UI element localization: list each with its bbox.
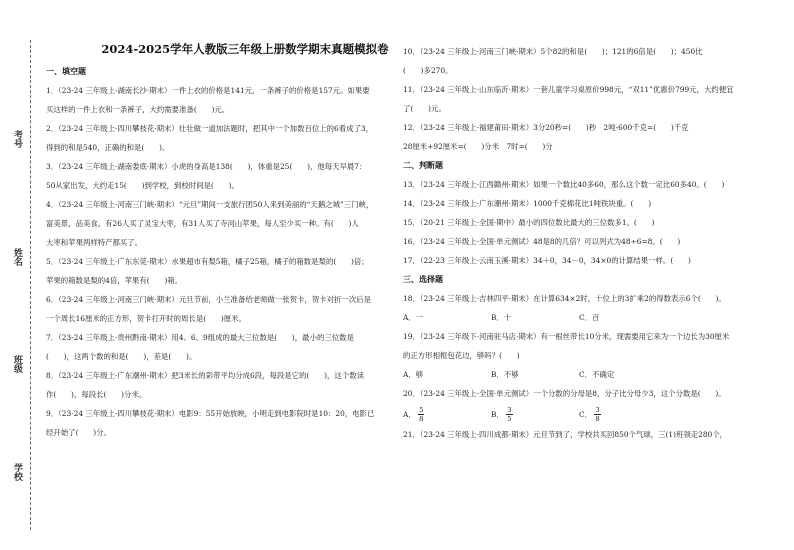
fraction-a-denominator: 8 [419, 415, 424, 423]
fraction-b-numerator: 3 [507, 406, 512, 414]
question-3: 3．（23-24 三年级上·湖南娄底·期末）小虎的身高是138( )，体重是25( )，他每天早晨7： [46, 162, 367, 171]
right-column [403, 42, 753, 444]
question-20-options [403, 403, 753, 425]
question-5-cont: 苹果的箱数是梨的4倍，苹果有( )箱。 [46, 276, 183, 285]
fraction-a [418, 406, 424, 423]
question-1-cont: 买这样的一件上衣和一条裤子，大约需要准备( )元。 [46, 105, 230, 114]
section-heading-fill-blank: 一、填空题 [46, 66, 86, 76]
question-16: 16．（23-24 三年级上·全国·单元测试）48是8的几倍？可以列式为48÷6=8。( ) [403, 237, 681, 246]
question-19-cont: 的正方形相框包花边，够吗？( ) [403, 351, 520, 360]
page-title: 2024-2025学年人教版三年级上册数学期末真题模拟卷 [101, 42, 389, 56]
option-c: C．百 [579, 313, 600, 322]
left-column [46, 62, 391, 442]
option-c: C．不确定 [579, 370, 615, 379]
section-heading-true-false: 二、判断题 [403, 160, 443, 170]
fraction-b [506, 406, 512, 423]
option-a [403, 405, 491, 424]
question-3-cont: 50从家出发，大约走15( )到学校，到校时间是( )。 [46, 181, 239, 190]
question-12-cont: 28厘米+92厘米=( )分米 7时=( )分 [403, 142, 553, 151]
question-7-cont: ( )，这两个数的和是( )，差是( )。 [46, 352, 197, 361]
side-label-class: 班级 [12, 355, 22, 373]
option-a: A．一 [403, 313, 424, 322]
binding-dashed-line [30, 40, 31, 530]
question-19: 19．（23-24 三年级下·河南驻马店·期末）有一根丝带长10分米，现需要用它来为一个边长为30厘米 [403, 332, 730, 341]
question-17: 17．（22-23 三年级上·云南玉溪·期末）34＋0，34－0，34×0的计算结果一样。( ) [403, 256, 691, 265]
question-2: 2．（23-24 三年级上·四川攀枝花·期末）壮壮做一道加法题时，把其中一个加数百位上的6看成了3， [46, 124, 373, 133]
question-4-cont2: 大枣和苹果两样特产都买了。 [46, 238, 143, 247]
option-c-label: C． [579, 409, 593, 419]
question-1: 1．（23-24 三年级上·湖南长沙·期末）一件上衣的价格是141元，一条裤子的价格是157元。如果要 [46, 86, 370, 95]
side-label-exam-number: 考号 [12, 130, 22, 148]
option-b-label: B． [491, 409, 504, 419]
question-19-options [403, 365, 753, 384]
question-7: 7．（23-24 三年级上·贵州黔南·期末）用4、6、9组成的最大三位数是( )，最小的三位数是 [46, 333, 354, 342]
option-c [579, 405, 667, 424]
question-4: 4．（23-24 三年级上·河南三门峡·期末）“元旦”期间一支旅行团50人来到美丽的“天鹅之城”三门峡， [46, 200, 374, 209]
side-label-school: 学校 [12, 463, 22, 481]
question-8-cont: 作( )，每段长( )分米。 [46, 390, 147, 399]
question-6: 6．（23-24 三年级上·河南三门峡·期末）元旦节前，小兰准备给老师做一张贺卡，贺卡对折一次后是 [46, 295, 371, 304]
fraction-c-numerator: 3 [595, 406, 600, 414]
fraction-a-numerator: 5 [419, 406, 424, 414]
question-11-cont: 了( )元。 [403, 104, 446, 113]
option-a-label: A． [403, 409, 416, 419]
question-9-cont: 经开始了( )分。 [46, 428, 111, 437]
question-18: 18．（23-24 三年级上·吉林四平·期末）在计算634×2时，十位上的3扩乘2的得数表示6个( )。 [403, 294, 726, 303]
question-20: 20．（23-24 三年级上·全国·单元测试）一个分数的分母是8，分子比分母少3，这个分数是( )。 [403, 389, 726, 398]
question-12: 12．（23-24 三年级上·福建莆田·期末）3分20秒=( )秒 2吨-600千克=( )千克 [403, 123, 689, 132]
fraction-c [594, 406, 600, 423]
question-11: 11．（23-24 三年级上·山东临沂·期末）一套儿童学习桌原价998元，“双11”优惠价799元，大约便宜 [403, 85, 734, 94]
question-8: 8．（23-24 三年级上·广东潮州·期末）把3米长的彩带平均分成6段，每段是它的( )，这个数读 [46, 371, 364, 380]
option-a: A．够 [403, 370, 424, 379]
option-b [491, 405, 579, 424]
fraction-c-denominator: 8 [595, 415, 600, 423]
side-label-name: 姓名 [12, 248, 22, 266]
question-2-cont: 得到的和是540，正确的和是( )。 [46, 143, 170, 152]
question-14: 14．（23-24 三年级上·广东潮州·期末）1000千克棉花比1吨铁块重。( ) [403, 199, 652, 208]
section-heading-multiple-choice: 三、选择题 [403, 274, 443, 284]
question-18-options [403, 308, 753, 327]
question-13: 13．（23-24 三年级上·江西赣州·期末）如果一个数比40多60，那么这个数一定比60多40。( ) [403, 180, 725, 189]
question-9: 9．（23-24 三年级上·四川攀枝花·期末）电影9：55开始放映，小明走到电影院时是10：20，电影已 [46, 409, 375, 418]
question-21: 21．（23-24 三年级上·四川成都·期末）元旦节到了，学校共买回850个气球，三(1)班领走280个， [403, 430, 728, 439]
question-10: 10．（23-24 三年级上·河南三门峡·期末）5个82的和是( )；121的6倍是( )；450比 [403, 47, 703, 56]
question-5: 5．（23-24 三年级上·广东东莞·期末）水果超市有梨5箱，橘子25箱，橘子的箱数是梨的( )倍； [46, 257, 369, 266]
question-4-cont: 富美景，品美食。有26人买了灵宝大枣，有31人买了寺河山苹果，每人至少买一种。有( )人 [46, 219, 359, 228]
option-b: B．不够 [491, 370, 519, 379]
question-6-cont: 一个周长16厘米的正方形，贺卡打开时的周长是( )厘米。 [46, 314, 246, 323]
question-10-cont: ( )多270。 [403, 66, 453, 75]
fraction-b-denominator: 5 [507, 415, 512, 423]
question-15: 15．（20-21 三年级上·全国·期中）最小的四位数比最大的三位数多1。( ) [403, 218, 655, 227]
option-b: B．十 [491, 313, 512, 322]
